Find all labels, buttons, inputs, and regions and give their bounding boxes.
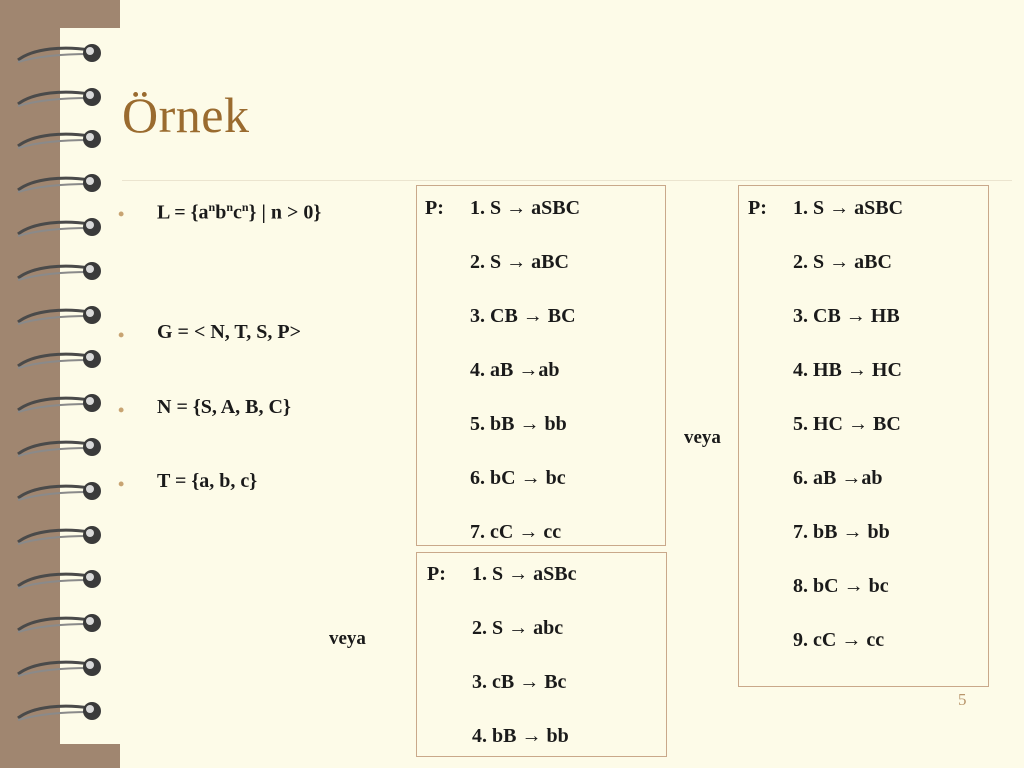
production-rule: 1. S → aSBC <box>793 197 904 219</box>
binding-ring <box>14 392 106 418</box>
production-rule: 6. bC → bc <box>470 467 566 489</box>
production-rule: 6. aB →ab <box>793 467 883 489</box>
bullet-text: G = < N, T, S, P> <box>157 321 302 343</box>
binding-ring <box>14 86 106 112</box>
binding-ring <box>14 612 106 638</box>
binding-ring <box>14 216 106 242</box>
production-label: P: <box>427 563 446 585</box>
binding-ring <box>14 524 106 550</box>
bullet-text: $L = \{a^nb^nc^n\}$ | n > 0} <box>157 200 322 224</box>
slide-number: 5 <box>958 690 967 709</box>
bullet-text: T = {a, b, c} <box>157 470 258 492</box>
production-rule: 2. S → aBC <box>793 251 892 273</box>
binding-ring <box>14 348 106 374</box>
production-rule: 7. bB → bb <box>793 521 890 543</box>
binding-ring <box>14 656 106 682</box>
production-rule: 3. CB → HB <box>793 305 900 327</box>
production-rule: 4. bB → bb <box>472 725 569 747</box>
production-rule: 3. CB → BC <box>470 305 576 327</box>
binding-ring <box>14 700 106 726</box>
bullet-dot: • <box>118 204 125 224</box>
production-rule: 7. cC → cc <box>470 521 562 543</box>
production-rule: 1. S → aSBC <box>470 197 581 219</box>
veya-label-middle: veya <box>684 427 721 448</box>
binding-ring <box>14 128 106 154</box>
bullet-dot: • <box>118 325 125 345</box>
production-label: P: <box>748 197 767 219</box>
production-rule: 9. cC → cc <box>793 629 885 651</box>
production-rule: 5. HC → BC <box>793 413 901 435</box>
production-rule: 4. aB →ab <box>470 359 560 381</box>
production-label: P: <box>425 197 444 219</box>
production-rule: 8. bC → bc <box>793 575 889 597</box>
production-rule: 4. HB → HC <box>793 359 902 381</box>
production-rule: 5. bB → bb <box>470 413 567 435</box>
binding-ring <box>14 42 106 68</box>
production-rule: 2. S → aBC <box>470 251 569 273</box>
production-rule: 3. cB → Bc <box>472 671 567 693</box>
binding-ring <box>14 260 106 286</box>
production-rule: 2. S → abc <box>472 617 564 639</box>
binding-ring <box>14 436 106 462</box>
binding-ring <box>14 172 106 198</box>
binding-ring <box>14 480 106 506</box>
title-divider <box>122 180 1012 181</box>
binding-ring <box>14 304 106 330</box>
bullet-dot: • <box>118 400 125 420</box>
bullet-text: N = {S, A, B, C} <box>157 396 291 418</box>
binding-ring <box>14 568 106 594</box>
production-rule: 1. S → aSBc <box>472 563 577 585</box>
veya-label-left: veya <box>329 628 366 649</box>
bullet-dot: • <box>118 474 125 494</box>
slide-title: Örnek <box>122 87 250 143</box>
